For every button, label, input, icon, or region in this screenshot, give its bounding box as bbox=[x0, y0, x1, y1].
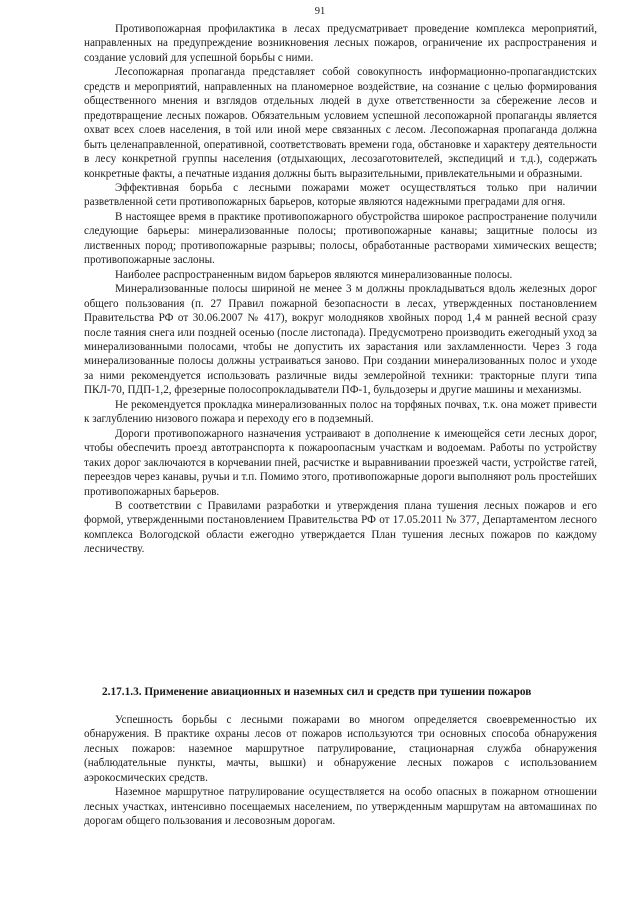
paragraph: Не рекомендуется прокладка минерализованных полос на торфяных почвах, т.к. она может привести к заглублению низового пожара и переходу его в подземный. bbox=[84, 398, 597, 426]
paragraph: Наиболее распространенным видом барьеров являются минерализованные полосы. bbox=[115, 268, 513, 281]
paragraph: Дороги противопожарного назначения устраивают в дополнение к имеющейся сети лесных дорог, чтобы обеспечить проезд автотранспорта к пожароопасным участкам и водоемам. Работы по устройству таких дорог заключаются в корчевании пней, расчистке и выравнивании проезжей части, устройстве гатей, переездов через канавы, ручьи и т.п. Помимо этого, противопожарные дороги выполняют роль простейших противопожарных барьеров. bbox=[84, 427, 597, 498]
paragraph: Успешность борьбы с лесными пожарами во многом определяется своевременностью их обнаружения. В практике охраны лесов от пожаров используются три основных способа обнаружения лесных пожаров: наземное маршрутное патрулирование, стационарная служба обнаружения (наблюдательные пункты, мачты, вышки) и обнаружение лесных пожаров с использованием аэрокосмических средств. bbox=[84, 714, 597, 784]
section-body-text bbox=[84, 713, 597, 829]
paragraph: Лесопожарная пропаганда представляет собой совокупность информационно-пропагандистских средств и мероприятий, направленных на планомерное воздействие, на сознание с целью формирования общественного мнения и взглядов отдельных людей в духе ответственности за сбережение лесов и предотвращение лесных пожаров. Обязательным условием успешной лесопожарной пропаганды является охват всех слоев населения, в той или иной мере связанных с лесом. Лесопожарная пропаганда должна быть целенаправленной, оперативной, соответствовать времени года, обстановке и характеру деятельности в лесу конкретной группы населения (отдыхающих, лесозаготовителей, экспедиций и т.д.), содержать конкретные факты, а печатные издания должны быть выразительными, привлекательными и образными. bbox=[84, 66, 597, 180]
paragraph: Противопожарная профилактика в лесах предусматривает проведение комплекса мероприятий, направленных на предупреждение возникновения лесных пожаров, ограничение их распространения и создание условий для успешной борьбы с ними. bbox=[84, 23, 597, 64]
paragraph: В настоящее время в практике противопожарного обустройства широкое распространение получили следующие барьеры: минерализованные полосы; противопожарные канавы; защитные полосы из лиственных пород; противопожарные разрывы; полосы, обработанные растворами химических веществ; противопожарные заслоны. bbox=[84, 210, 597, 267]
page-number: 91 bbox=[314, 6, 326, 17]
paragraph: Эффективная борьба с лесными пожарами может осуществляться только при наличии разветвленной сети противопожарных барьеров, которые являются надежными преградами для огня. bbox=[84, 181, 597, 209]
paragraph: Минерализованные полосы шириной не менее 3 м должны прокладываться вдоль железных дорог общего пользования (п. 27 Правил пожарной безопасности в лесах, утвержденных постановлением Правительства РФ от 30.06.2007 № 417), вокруг молодняков хвойных пород 1,4 м ранней весной сразу после таяния снега или поздней осенью (после листопада). Предусмотрено производить ежегодный уход за минерализованными полосами, чтобы не допустить их зарастания или захламленности. Через 3 года минерализованные полосы должны устраиваться заново. При создании минерализованных полос и уходе за ними рекомендуется использовать различные виды землеройной техники: тракторные плуги типа ПКЛ-70, ПДП-1,2, фрезерные полосопрокладыватели ПФ-1, бульдозеры и другие машины и механизмы. bbox=[84, 283, 597, 397]
paragraph: Наземное маршрутное патрулирование осуществляется на особо опасных в пожарном отношении лесных участках, интенсивно посещаемых населением, по утвержденным маршрутам на автомашинах по дорогам общего пользования и лесовозным дорогам. bbox=[84, 786, 597, 828]
body-text bbox=[84, 22, 597, 557]
section-heading: 2.17.1.3. Применение авиационных и наземных сил и средств при тушении пожаров bbox=[102, 686, 532, 698]
paragraph: В соответствии с Правилами разработки и утверждения плана тушения лесных пожаров и его формой, утвержденными постановлением Правительства РФ от 17.05.2011 № 377, Департаментом лесного комплекса Вологодской области ежегодно утверждается План тушения лесных пожаров по каждому лесничеству. bbox=[84, 499, 597, 556]
